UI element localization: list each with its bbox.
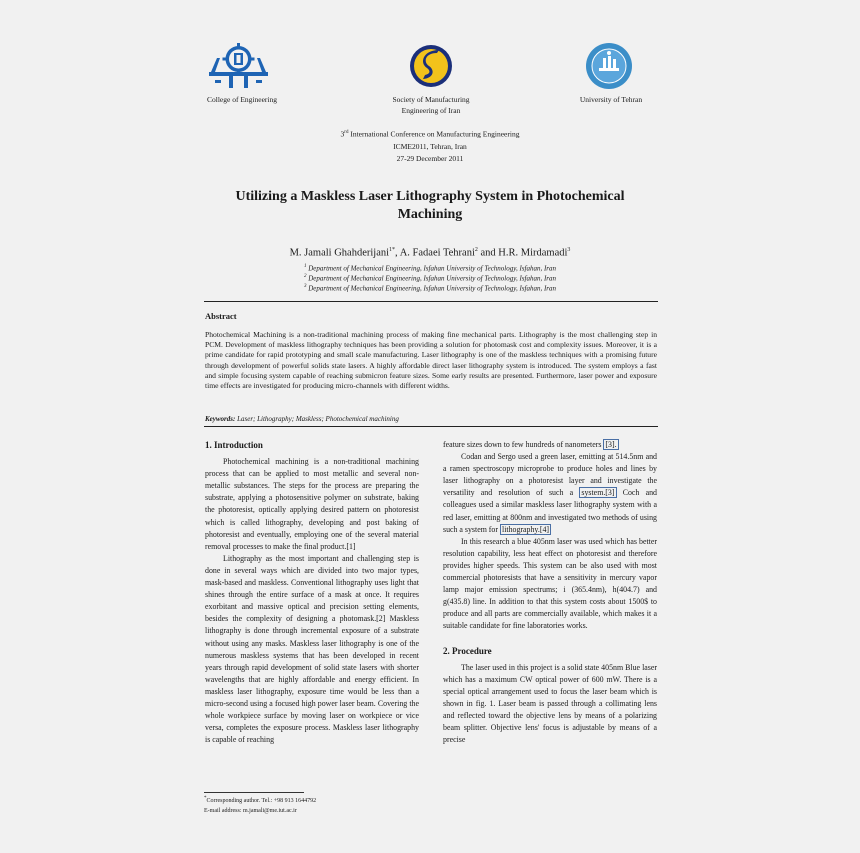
university-tehran-label: University of Tehran xyxy=(579,95,643,104)
procedure-paragraph-1: The laser used in this project is a solid state 405nm Blue laser which has a maximum CW optical power of 600 mW. There is a special optical arrangement used to focus the laser beam which is shown in fig. 1. Laser beam is passed through a collimating lens and reflected toward the objective lens by means of a polarizing beam splitter. Objective lens' focus is adjustable by means of a precise xyxy=(443,662,657,745)
intro-paragraph-2: Lithography as the most important and challenging step is done in several ways which are divided into two major types, mask-based and maskless. Conventional lithography uses light that shines through the entire surface of a mask at once. It requires exorbitant and massive optical and precision setting elements, besides the complexity of designing a photomask.[2] Maskless lithography is done through incremental exposure of a substrate without using any masks. Maskless laser lithography is one of the numerous maskless systems that has been developed in recent years through rapid development of solid state lasers with shorter wavelengths that are highly affordable and energy efficient. In maskless laser lithography, exposure time would be less than a micro-second using a focused high power laser beam. Covering the whole workpiece surface by moving laser on workpiece or vice versa, completes the exposure process. Maskless laser lithography is capable of reaching xyxy=(205,553,419,745)
right-paragraph-1 xyxy=(443,451,657,536)
right-p0-text: feature sizes down to few hundreds of nanometers xyxy=(443,440,602,449)
footnote-sup: * xyxy=(204,796,207,801)
affiliation-1-sup: 1 xyxy=(303,264,307,269)
author-2-sup: 2 xyxy=(474,247,478,253)
keywords-label: Keywords: xyxy=(205,415,236,423)
paper-title-line2: Machining xyxy=(397,207,463,222)
author-3: and H.R. Mirdamadi xyxy=(477,247,568,259)
right-column xyxy=(443,439,657,746)
conference-ordinal: 3 xyxy=(340,129,345,139)
conference-ordinal-suffix: rd xyxy=(344,130,349,135)
left-column xyxy=(205,439,419,746)
affiliation-2-sup: 2 xyxy=(303,274,307,279)
conference-info xyxy=(300,127,560,165)
paper-title xyxy=(180,188,680,224)
paper-title-line1: Utilizing a Maskless Laser Lithography System in Photochemical xyxy=(235,189,625,204)
affiliation-1-text: Department of Mechanical Engineering, Isfahan University of Technology, Isfahan, Iran xyxy=(308,264,557,273)
society-manufacturing-label: Society of Manufacturing Engineering of Iran xyxy=(392,95,470,115)
abstract-bottom-rule xyxy=(204,426,658,427)
conference-dates: 27-29 December 2011 xyxy=(396,153,464,163)
conference-name-line xyxy=(300,127,560,141)
right-paragraph-0 xyxy=(443,439,657,451)
college-engineering-logo xyxy=(207,42,270,90)
author-1: M. Jamali Ghahderijani xyxy=(289,247,390,259)
affiliation-3 xyxy=(200,284,660,292)
author-1-sup: 1* xyxy=(389,247,396,253)
footnote-line-1 xyxy=(204,794,316,806)
affiliation-2 xyxy=(200,274,660,282)
citation-link-3b[interactable]: system.[3] xyxy=(581,488,615,498)
keywords xyxy=(205,415,399,423)
keywords-text: Laser; Lithography; Maskless; Photochemical machining xyxy=(235,415,399,423)
university-tehran-logo xyxy=(585,42,633,90)
author-3-sup: 3 xyxy=(567,247,571,253)
affiliation-2-text: Department of Mechanical Engineering, Isfahan University of Technology, Isfahan, Iran xyxy=(308,274,557,283)
right-p1-cont: Coch and colleagues used a similar maskless laser lithography system with a red laser, emitting at 800nm and investigated two methods of using such a system for xyxy=(443,488,657,534)
abstract-text: Photochemical Machining is a non-traditional machining process of making fine mechanical parts. Lithography is the most challenging step in PCM. Development of maskless lithography techniques has been providing a solution for photomask cost and complexity issues. Moreover, it is a prime candidate for rapid prototyping and small scale manufacturing. Laser lithography is one of the maskless techniques with a promising future through development of powerful solids state lasers. A highly affordable direct laser lithography system is introduced. The system employs a fast and simple focusing system capable of reaching submicron feature sizes. Some early results are presented. Furthermore, laser power and exposure time effects are investigated for producing micro-channels with different widths. xyxy=(205,330,657,391)
procedure-heading: 2. Procedure xyxy=(443,645,492,656)
author-list xyxy=(200,247,660,259)
affiliation-3-sup: 3 xyxy=(303,284,307,289)
citation-link-4[interactable]: lithography.[4] xyxy=(502,524,550,534)
footnote xyxy=(204,794,316,816)
author-2: , A. Fadaei Tehrani xyxy=(395,247,475,259)
right-paragraph-2: In this research a blue 405nm laser was used which has better resolution capability, less heat effect on photoresist and therefore provides higher speeds. This system can be also used with most commercial photoresists that have a sensitivity in mercury vapor lamp major emission spectrums; i (365.4nm), h(404.7) and g(435.8) line. In addition to that this system costs about 1500$ to produce and all parts are commercially available, which makes it a suitable candidate for fine laboratories works. xyxy=(443,536,657,631)
citation-link-3a[interactable]: [3]. xyxy=(605,440,617,449)
affiliation-1 xyxy=(200,264,660,272)
conference-location: ICME2011, Tehran, Iran xyxy=(393,141,467,151)
affiliation-3-text: Department of Mechanical Engineering, Isfahan University of Technology, Isfahan, Iran xyxy=(308,284,557,293)
society-manufacturing-logo xyxy=(409,44,453,88)
abstract-top-rule xyxy=(204,301,658,302)
intro-paragraph-1: Photochemical machining is a non-traditional machining process that can be applied to most metallic and several non-metallic substances. The steps for the process are preparing the substrate, applying a photosensitive polymer on substrate, baking the photoresist, optically applying desired pattern on photoresist which is called lithography, developing and post baking of photoresist and eventually, employing one of the several material removal processes to make the final product.[1] xyxy=(205,457,419,551)
college-engineering-label: College of Engineering xyxy=(207,95,277,104)
right-p1-text: Codan and Sergo used a green laser, emitting at 514.5nm and a ramen spectroscopy microprobe to produce holes and lines by laser lithography on a photoresist layer and investigate the versatility and resolution of such a xyxy=(443,452,657,498)
conference-name: International Conference on Manufacturing Engineering xyxy=(350,129,520,139)
abstract-heading: Abstract xyxy=(205,311,237,321)
footnote-rule xyxy=(204,792,304,793)
footnote-corresponding: Corresponding author. Tel.: +98 913 1644792 xyxy=(206,798,317,804)
footnote-line-2: E-mail address: m.jamali@me.iut.ac.ir xyxy=(204,808,297,814)
introduction-heading: 1. Introduction xyxy=(205,440,263,450)
